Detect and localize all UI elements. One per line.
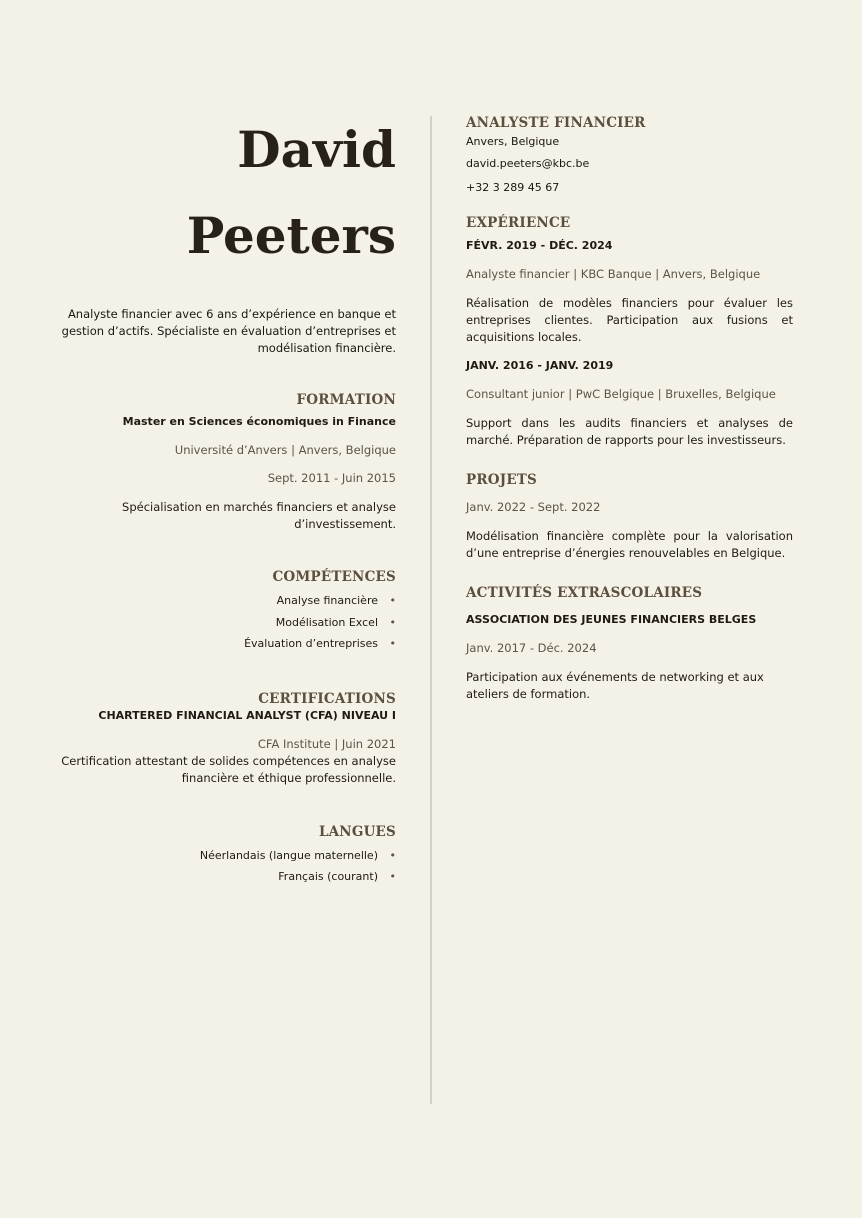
activites-section: [466, 584, 793, 703]
certification-name: CHARTERED FINANCIAL ANALYST (CFA) NIVEAU I: [98, 708, 396, 722]
activite-description: Participation aux événements de networking et aux ateliers de formation.: [466, 670, 764, 701]
competences-list: [60, 590, 396, 655]
language-item: [60, 866, 396, 888]
experience-title: EXPÉRIENCE: [466, 215, 571, 231]
job-title: ANALYSTE FINANCIER: [466, 115, 646, 131]
competences-section: [60, 568, 396, 655]
job-entry: [466, 358, 793, 449]
activites-title: ACTIVITÉS EXTRASCOLAIRES: [466, 585, 703, 601]
job-role: Consultant junior | PwC Belgique | Bruxelles, Belgique: [466, 387, 776, 401]
skill-label: Modélisation Excel: [275, 615, 378, 629]
bullet-icon: •: [389, 848, 396, 862]
competences-title: COMPÉTENCES: [272, 569, 396, 585]
language-label: Néerlandais (langue maternelle): [199, 848, 378, 862]
skill-item: [60, 612, 396, 634]
job-role: Analyste financier | KBC Banque | Anvers, Belgique: [466, 267, 761, 281]
job-description: Réalisation de modèles financiers pour évaluer les entreprises clientes. Participation aux fusions et acquisitions locales.: [466, 296, 793, 344]
job-dates: JANV. 2016 - JANV. 2019: [466, 359, 614, 372]
langues-list: [60, 845, 396, 888]
bullet-icon: •: [389, 594, 396, 607]
header-section: [466, 114, 793, 200]
skill-item: [60, 590, 396, 612]
formation-section: [60, 391, 396, 533]
formation-school: Université d’Anvers | Anvers, Belgique: [174, 443, 396, 457]
first-name: David: [237, 120, 396, 179]
certifications-section: [60, 690, 396, 787]
formation-description: Spécialisation en marchés financiers et analyse d’investissement.: [122, 500, 396, 531]
langues-title: LANGUES: [318, 823, 396, 840]
bullet-icon: •: [389, 615, 396, 629]
phone: +32 3 289 45 67: [466, 181, 560, 194]
right-column: [466, 114, 793, 703]
formation-dates: Sept. 2011 - Juin 2015: [267, 471, 396, 485]
formation-title: FORMATION: [296, 392, 396, 408]
activite-dates: Janv. 2017 - Déc. 2024: [466, 641, 597, 655]
left-column: [60, 110, 396, 888]
activite-name: ASSOCIATION DES JEUNES FINANCIERS BELGES: [466, 613, 757, 626]
experience-section: [466, 214, 793, 449]
last-name: Peeters: [186, 206, 396, 265]
certification-issuer: CFA Institute | Juin 2021: [257, 736, 396, 751]
projet-dates: Janv. 2022 - Sept. 2022: [466, 500, 601, 514]
language-item: [60, 845, 396, 867]
person-name: [60, 122, 396, 264]
skill-item: [60, 633, 396, 655]
projets-title: PROJETS: [466, 472, 538, 488]
certifications-title: CERTIFICATIONS: [258, 690, 396, 707]
job-entry: [466, 238, 793, 346]
certification-description: Certification attestant de solides compétences en analyse financière et éthique professionnelle.: [61, 753, 396, 785]
formation-degree: Master en Sciences économiques in Finance: [122, 415, 396, 428]
location: Anvers, Belgique: [466, 135, 560, 148]
language-label: Français (courant): [278, 870, 378, 883]
projets-section: [466, 471, 793, 562]
profile-summary: Analyste financier avec 6 ans d’expérience en banque et gestion d’actifs. Spécialiste en évaluation d’entreprises et modélisation financière.: [61, 307, 396, 355]
column-divider: [430, 116, 432, 1104]
job-dates: FÉVR. 2019 - DÉC. 2024: [466, 239, 613, 252]
bullet-icon: •: [389, 870, 396, 883]
langues-section: [60, 823, 396, 888]
email: david.peeters@kbc.be: [466, 157, 590, 170]
job-description: Support dans les audits financiers et analyses de marché. Préparation de rapports pour les investisseurs.: [466, 416, 793, 447]
skill-label: Évaluation d’entreprises: [244, 637, 378, 650]
projet-description: Modélisation financière complète pour la valorisation d’une entreprise d’énergies renouvelables en Belgique.: [466, 529, 793, 560]
skill-label: Analyse financière: [276, 594, 378, 607]
bullet-icon: •: [389, 637, 396, 650]
